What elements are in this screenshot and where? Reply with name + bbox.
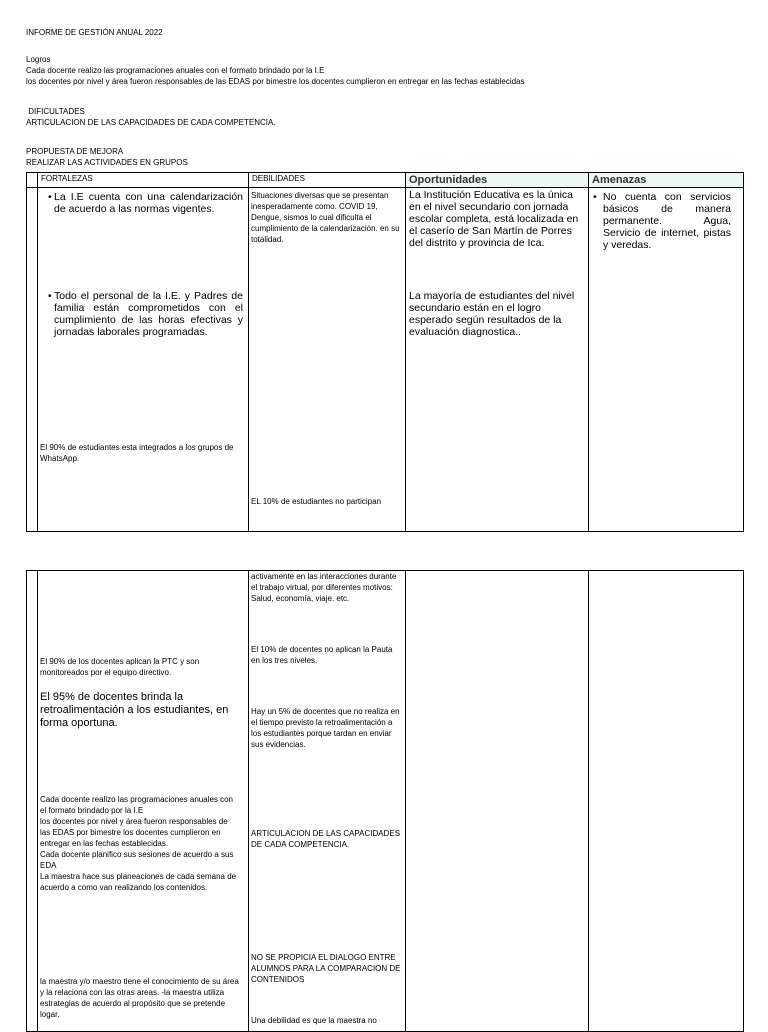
fortaleza-bullet-2: • Todo el personal de la I.E. y Padres de familia están comprometidos con el cumplimiento de las horas efectivas y jornadas laborales programadas. [48, 290, 243, 338]
oportunidad-jec: La Institución Educativa es la única en el nivel secundario con jornada escolar completa, está localizada en el caserío de San Martín de Porres del distrito y provincia de Ica. [409, 189, 579, 249]
foda-table-page2 [26, 570, 744, 1032]
debilidad-situaciones: Situaciones diversas que se presentan inesperadamente como. COVID 19, Dengue, sismos lo cual dificulta el cumplimiento de la calendarización. en su totalidad. [251, 191, 400, 244]
debilidades-cell [249, 188, 406, 532]
dificultades-label: DIFICULTADES [26, 107, 85, 116]
logros-line-1: Cada docente realizo las programaciones anuales con el formato brindado por la I.E [26, 66, 325, 75]
oportunidad-logro: La mayoría de estudiantes del nivel secundario están en el logro esperado según resultados de la evaluación diagnostica.. [409, 290, 575, 338]
debilidad-maestra: Una debilidad es que la maestra no [251, 1016, 377, 1025]
propuesta-text: REALIZAR LAS ACTIVIDADES EN GRUPOS [26, 158, 188, 167]
amenaza-servicios: • No cuenta con servicios básicos de manera permanente. Agua, Servicio de internet, pistas y veredas. [593, 191, 731, 251]
header-oportunidades: Oportunidades [406, 173, 589, 188]
fortaleza-bullet-1: • La I.E cuenta con una calendarización de acuerdo a las normas vigentes. [48, 191, 243, 215]
header-fortalezas: FORTALEZAS [38, 173, 249, 188]
logros-line-2: los docentes por nivel y área fueron responsables de las EDAS por bimestre los docentes cumplieron en entregar en las fechas establecidas [26, 77, 525, 86]
amenazas-cell [589, 571, 744, 1032]
bullet-icon: • [48, 191, 52, 203]
amenazas-cell [589, 188, 744, 532]
propuesta-label: PROPUESTA DE MEJORA [26, 147, 124, 156]
fortalezas-cell [38, 571, 249, 1032]
debilidades-cell [249, 571, 406, 1032]
dificultades-section [26, 106, 276, 128]
fortaleza-ptc: El 90% de los docentes aplican la PTC y son monitoreados por el equipo directivo. [40, 657, 200, 677]
debilidad-dialogo: NO SE PROPICIA EL DIALOGO ENTRE ALUMNOS PARA LA COMPARACION DE CONTENIDOS [251, 953, 401, 984]
header-amenazas: Amenazas [589, 173, 744, 188]
fortaleza-programaciones: Cada docente realizo las programaciones anuales con el formato brindado por la I.E los docentes por nivel y área fueron responsables de las EDAS por bimestre los docentes cumplieron en entregar en las fechas establecidas. Cada docente planifico sus sesiones de acuerdo a sus EDA La maestra hace sus planeaciones de cada semana de acuerdo a como van realizando los contenidos. [40, 795, 237, 892]
report-title: INFORME DE GESTIÓN ANUAL 2022 [26, 28, 163, 37]
debilidad-estudiantes: EL 10% de estudiantes no participan [251, 497, 382, 506]
logros-section [26, 54, 525, 87]
logros-label: Logros [26, 55, 51, 64]
header-debilidades: DEBILIDADES [249, 173, 406, 188]
propuesta-section [26, 146, 188, 168]
fortaleza-whatsapp: El 90% de estudiantes esta integrados a los grupos de WhatsApp. [40, 443, 234, 463]
oportunidades-cell [406, 571, 589, 1032]
header-spacer [27, 173, 38, 188]
fortalezas-cell [38, 188, 249, 532]
dificultades-text: ARTICULACION DE LAS CAPACIDADES DE CADA COMPETENCIA. [26, 118, 276, 127]
bullet-icon: • [48, 290, 52, 302]
oportunidades-cell [406, 188, 589, 532]
fortaleza-conocimiento: la maestra y/o maestro tiene el conocimiento de su área y la relaciona con las otras areas. -la maestra utiliza estrategias de acuerdo al propósito que se pretende logar. [40, 977, 239, 1019]
debilidad-retroalimentacion: Hay un 5% de docentes que no realiza en el tiempo previsto la retroalimentación a los estudiantes porque tardan en enviar sus evidencias. [251, 707, 400, 749]
debilidad-interacciones: activamente en las interacciones durante el trabajo virtual, por diferentes motivos: Salud, economía, viaje. etc. [251, 572, 397, 603]
row-spacer [27, 571, 38, 1032]
fortaleza-retroalimentacion: El 95% de docentes brinda la retroalimentación a los estudiantes, en forma oportuna. [40, 691, 229, 729]
debilidad-articulacion: ARTICULACION DE LAS CAPACIDADES DE CADA COMPETENCIA. [251, 829, 401, 849]
row-spacer [27, 188, 38, 532]
debilidad-pauta: El 10% de docentes no aplican la Pauta en los tres niveles. [251, 645, 393, 665]
foda-table-page1 [26, 172, 744, 532]
bullet-icon: • [593, 191, 597, 203]
